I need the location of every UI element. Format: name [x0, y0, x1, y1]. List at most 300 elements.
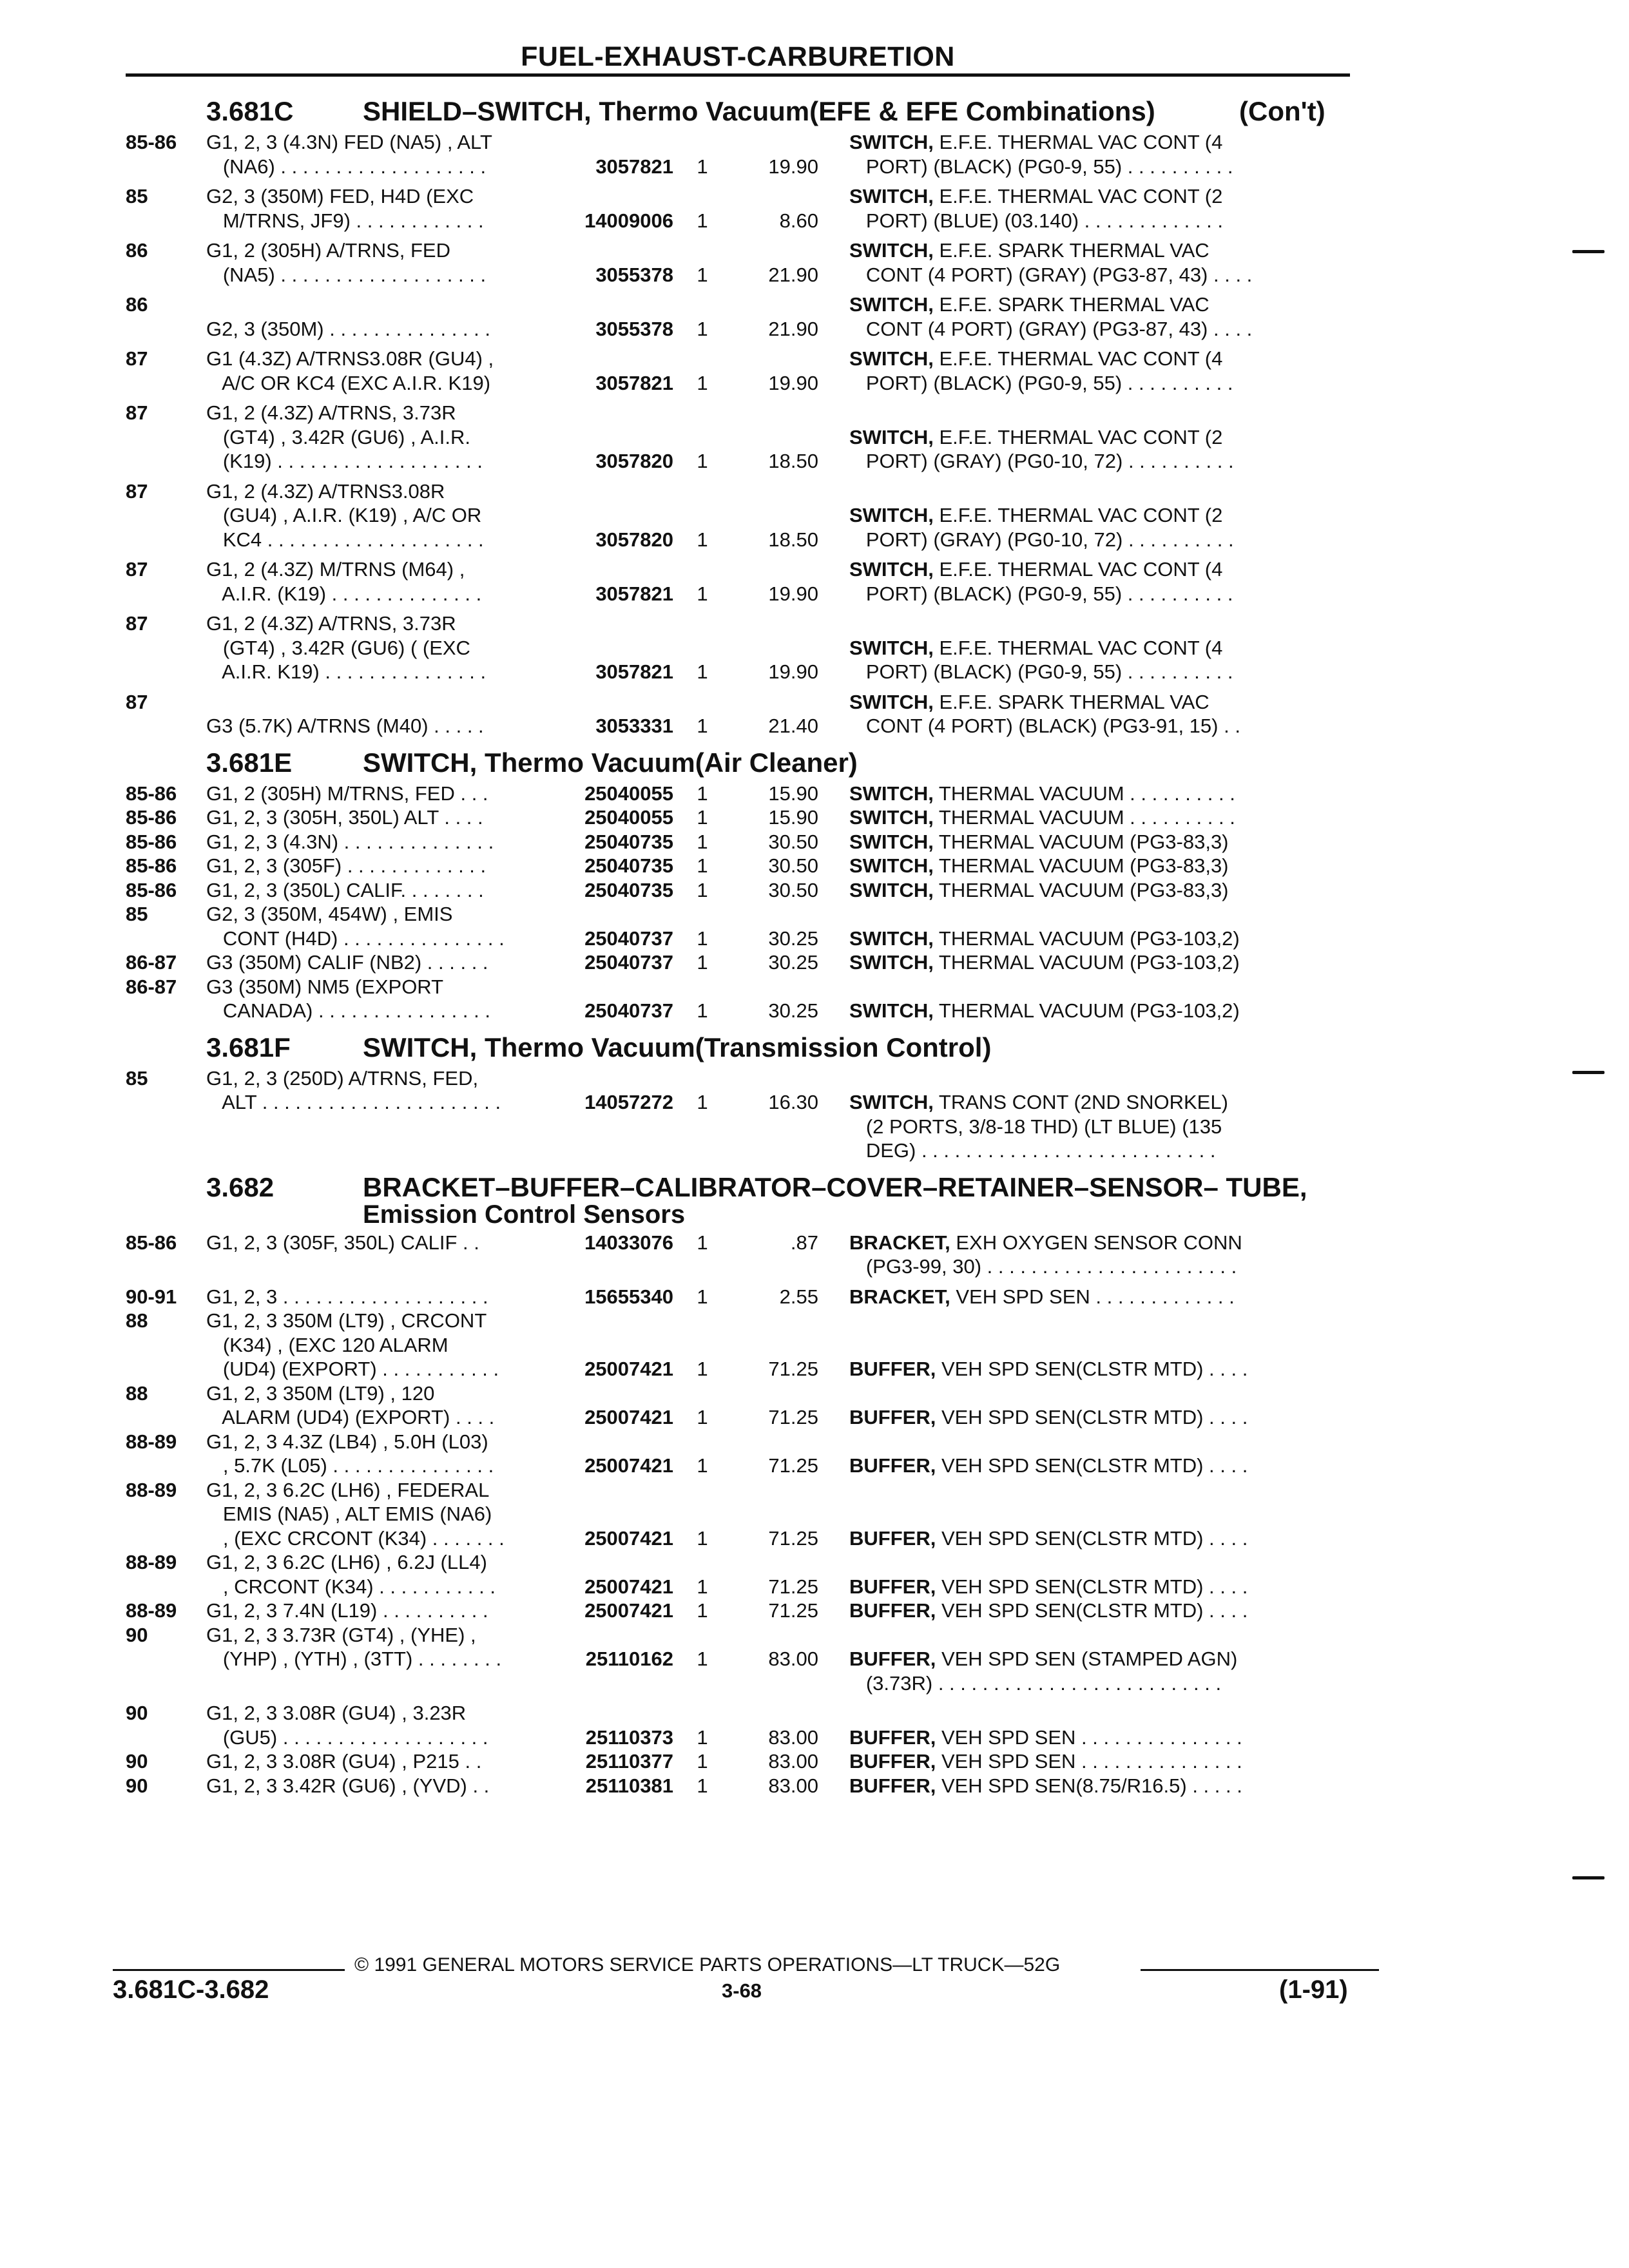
part-number: 25040055: [584, 806, 673, 829]
part-description: [849, 999, 1326, 1023]
model-years: 90-91: [126, 1285, 177, 1308]
part-description: [849, 293, 1326, 341]
model-years: 90: [126, 1750, 148, 1773]
price: 30.25: [768, 927, 818, 950]
quantity: 1: [697, 209, 708, 232]
model-years: 87: [126, 347, 148, 370]
page-header: [126, 40, 1350, 77]
part-description: [849, 1575, 1326, 1599]
part-description: [849, 130, 1326, 178]
price: 19.90: [768, 155, 818, 178]
part-description: [849, 927, 1326, 951]
quantity: 1: [697, 371, 708, 394]
price: 83.00: [768, 1648, 818, 1670]
part-description: [849, 503, 1326, 552]
price: 71.25: [768, 1575, 818, 1598]
application-description: G1, 2, 3 3.08R (GU4) , P215 . .: [206, 1750, 482, 1773]
section-number: 3.681C: [206, 96, 294, 126]
model-years: 88: [126, 1309, 148, 1332]
catalog-row: [126, 1285, 1356, 1309]
part-detail: THERMAL VACUUM (PG3-83,3): [933, 830, 1229, 853]
quantity: 1: [697, 1406, 708, 1428]
section-heading: [126, 1169, 1356, 1231]
application-description: G1, 2 (4.3Z) A/TRNS, 3.73R (GT4) , 3.42R (GU6) ( (EXC A.I.R. K19) . . . . . . . . . . . . . . .: [206, 612, 487, 683]
part-description: [849, 805, 1326, 830]
part-description: [849, 782, 1326, 806]
application-description: G1, 2, 3 (305H, 350L) ALT . . . .: [206, 806, 483, 829]
section-title: SHIELD–SWITCH, Thermo Vacuum(EFE & EFE Combinations): [363, 96, 1155, 126]
section-heading: [126, 1029, 1356, 1066]
quantity: 1: [697, 450, 708, 472]
application-description: G1 (4.3Z) A/TRNS3.08R (GU4) , A/C OR KC4 (EXC A.I.R. K19): [206, 347, 494, 394]
application-description: G1, 2, 3 (250D) A/TRNS, FED, ALT . . . . . . . . . . . . . . . . . . . . . .: [206, 1066, 501, 1113]
section-number: 3.681F: [206, 1032, 291, 1062]
part-number: 3055378: [595, 263, 673, 286]
part-detail: E.F.E. SPARK THERMAL VAC CONT (4 PORT) (BLACK) (PG3-91, 15) . .: [865, 690, 1240, 737]
part-detail: E.F.E. SPARK THERMAL VAC CONT (4 PORT) (GRAY) (PG3-87, 43) . . . .: [865, 293, 1253, 340]
part-detail: E.F.E. THERMAL VAC CONT (4 PORT) (BLACK) (PG0-9, 55) . . . . . . . . . .: [865, 558, 1233, 605]
model-years: 85-86: [126, 806, 177, 829]
model-years: 88-89: [126, 1430, 177, 1453]
catalog-row: [126, 1774, 1356, 1798]
price: 19.90: [768, 371, 818, 394]
model-years: 90: [126, 1774, 148, 1797]
model-years: 85: [126, 185, 148, 207]
catalog-row: [126, 557, 1356, 606]
part-detail: E.F.E. THERMAL VAC CONT (2 PORT) (GRAY) (PG0-10, 72) . . . . . . . . . .: [865, 425, 1234, 472]
part-description: [849, 1749, 1326, 1774]
part-number: 15655340: [584, 1285, 673, 1308]
part-name: SWITCH,: [849, 830, 934, 853]
part-description: [849, 1647, 1326, 1695]
part-number: 25007421: [584, 1406, 673, 1428]
part-description: [849, 184, 1326, 233]
part-name: BUFFER,: [849, 1358, 936, 1380]
price: 18.50: [768, 528, 818, 551]
model-years: 85-86: [126, 878, 177, 901]
catalog-row: [126, 1381, 1356, 1430]
catalog-row: [126, 1231, 1356, 1279]
quantity: 1: [697, 1526, 708, 1550]
part-name: SWITCH,: [849, 293, 934, 316]
footer-date: (1-91): [1279, 1975, 1348, 2004]
quantity: 1: [697, 1358, 708, 1380]
part-description: [849, 1454, 1326, 1478]
parts-catalog-content: [126, 89, 1356, 1803]
catalog-row: [126, 238, 1356, 287]
price: 19.90: [768, 660, 818, 683]
price: 21.40: [768, 715, 818, 737]
catalog-row: [126, 805, 1356, 830]
quantity: 1: [697, 878, 708, 901]
application-description: G1, 2, 3 350M (LT9) , CRCONT (K34) , (EXC 120 ALARM (UD4) (EXPORT) . . . . . . . . . . .: [206, 1309, 499, 1380]
edge-mark: [1572, 1071, 1605, 1074]
part-number: 25007421: [584, 1454, 673, 1477]
catalog-row: [126, 690, 1356, 738]
part-detail: E.F.E. THERMAL VAC CONT (4 PORT) (BLACK) (PG0-9, 55) . . . . . . . . . .: [865, 347, 1233, 394]
quantity: 1: [697, 660, 708, 683]
quantity: 1: [697, 1599, 708, 1622]
model-years: 86-87: [126, 951, 177, 974]
footer-rule-left: [113, 1969, 345, 1971]
catalog-row: [126, 830, 1356, 854]
quantity: 1: [697, 1774, 708, 1797]
part-detail: VEH SPD SEN (STAMPED AGN) (3.73R) . . . . . . . . . . . . . . . . . . . . . . . . . .: [865, 1648, 1238, 1695]
catalog-row: [126, 878, 1356, 903]
catalog-row: [126, 1478, 1356, 1551]
price: 21.90: [768, 317, 818, 340]
part-description: [849, 1357, 1326, 1381]
part-name: BUFFER,: [849, 1725, 936, 1749]
application-description: G1, 2, 3 4.3Z (LB4) , 5.0H (L03) , 5.7K (L05) . . . . . . . . . . . . . . .: [206, 1430, 494, 1477]
quantity: 1: [697, 782, 708, 805]
price: 71.25: [768, 1526, 818, 1550]
price: 83.00: [768, 1725, 818, 1749]
application-description: G1, 2, 3 3.73R (GT4) , (YHE) , (YHP) , (YTH) , (3TT) . . . . . . . .: [206, 1623, 502, 1670]
catalog-row: [126, 184, 1356, 233]
model-years: 90: [126, 1702, 148, 1724]
part-number: 25110162: [585, 1648, 673, 1670]
catalog-row: [126, 1749, 1356, 1774]
model-years: 85-86: [126, 854, 177, 877]
model-years: 85-86: [126, 830, 177, 853]
part-detail: VEH SPD SEN . . . . . . . . . . . . . . .: [936, 1725, 1242, 1749]
part-detail: VEH SPD SEN(CLSTR MTD) . . . .: [936, 1454, 1248, 1477]
part-description: [849, 1725, 1326, 1750]
part-detail: THERMAL VACUUM (PG3-103,2): [933, 927, 1240, 950]
model-years: 85: [126, 903, 148, 925]
model-years: 85-86: [126, 1231, 177, 1254]
part-detail: EXH OXYGEN SENSOR CONN (PG3-99, 30) . . . . . . . . . . . . . . . . . . . . . . .: [865, 1231, 1242, 1278]
part-detail: VEH SPD SEN(CLSTR MTD) . . . .: [936, 1575, 1248, 1598]
price: 83.00: [768, 1750, 818, 1773]
part-number: 25040737: [584, 951, 673, 974]
part-detail: TRANS CONT (2ND SNORKEL) (2 PORTS, 3/8-18 THD) (LT BLUE) (135 DEG) . . . . . . . . . . . . . . . . . . . . . . . . . . .: [865, 1091, 1228, 1162]
application-description: G2, 3 (350M, 454W) , EMIS CONT (H4D) . . . . . . . . . . . . . . .: [206, 903, 505, 950]
price: 30.50: [768, 878, 818, 901]
application-description: G1, 2, 3 7.4N (L19) . . . . . . . . . .: [206, 1599, 488, 1622]
part-number: 3053331: [595, 715, 673, 737]
section-title: BRACKET–BUFFER–CALIBRATOR–COVER–RETAINER–SENSOR– TUBE,: [363, 1171, 1307, 1202]
part-detail: E.F.E. THERMAL VAC CONT (2 PORT) (GRAY) (PG0-10, 72) . . . . . . . . . .: [865, 504, 1234, 551]
price: 8.60: [779, 209, 818, 232]
section-heading: [126, 93, 1356, 130]
application-description: G1, 2, 3 350M (LT9) , 120 ALARM (UD4) (EXPORT) . . . .: [206, 1381, 495, 1428]
model-years: 88-89: [126, 1599, 177, 1622]
price: 16.30: [768, 1091, 818, 1113]
part-description: [849, 636, 1326, 684]
section-continued: (Con't): [1239, 96, 1325, 126]
part-name: SWITCH,: [849, 239, 934, 262]
application-description: G1, 2 (4.3Z) A/TRNS3.08R (GU4) , A.I.R. (K19) , A/C OR KC4 . . . . . . . . . . . . . . . . . . . .: [206, 479, 484, 551]
part-name: BUFFER,: [849, 1750, 936, 1773]
quantity: 1: [697, 1575, 708, 1598]
footer-section-range: 3.681C-3.682: [113, 1975, 269, 2004]
page-title: FUEL-EXHAUST-CARBURETION: [521, 41, 955, 72]
part-number: 25007421: [584, 1599, 673, 1622]
part-number: 3055378: [595, 317, 673, 340]
catalog-row: [126, 1430, 1356, 1478]
application-description: G1, 2, 3 . . . . . . . . . . . . . . . . . . .: [206, 1285, 488, 1308]
part-description: [849, 1526, 1326, 1551]
application-description: G1, 2, 3 (350L) CALIF. . . . . . . .: [206, 878, 484, 901]
model-years: 87: [126, 479, 148, 503]
part-description: [849, 950, 1326, 975]
price: 15.90: [768, 782, 818, 805]
quantity: 1: [697, 927, 708, 950]
part-number: 25040055: [584, 782, 673, 805]
catalog-row: [126, 479, 1356, 552]
part-name: BUFFER,: [849, 1526, 936, 1550]
part-detail: VEH SPD SEN(CLSTR MTD) . . . .: [936, 1526, 1248, 1550]
model-years: 86: [126, 239, 148, 262]
section-number: 3.681E: [206, 747, 293, 778]
part-number: 25040735: [584, 854, 673, 877]
part-detail: VEH SPD SEN(8.75/R16.5) . . . . .: [936, 1774, 1242, 1797]
application-description: G1, 2 (4.3Z) M/TRNS (M64) , A.I.R. (K19) . . . . . . . . . . . . . .: [206, 558, 482, 605]
quantity: 1: [697, 263, 708, 286]
part-detail: E.F.E. THERMAL VAC CONT (4 PORT) (BLACK) (PG0-9, 55) . . . . . . . . . .: [865, 131, 1233, 178]
part-detail: THERMAL VACUUM . . . . . . . . . .: [933, 782, 1235, 805]
model-years: 88: [126, 1381, 148, 1405]
part-detail: VEH SPD SEN . . . . . . . . . . . . .: [950, 1285, 1235, 1308]
part-name: BUFFER,: [849, 1648, 936, 1670]
part-description: [849, 347, 1326, 395]
quantity: 1: [697, 715, 708, 737]
part-description: [849, 1231, 1326, 1279]
part-name: SWITCH,: [849, 806, 934, 829]
price: 30.25: [768, 951, 818, 974]
footer-rule-right: [1141, 1969, 1379, 1971]
part-number: 3057821: [595, 582, 673, 605]
quantity: 1: [697, 1231, 708, 1254]
application-description: G1, 2, 3 (305F, 350L) CALIF . .: [206, 1231, 479, 1254]
part-number: 25040735: [584, 878, 673, 901]
price: 83.00: [768, 1774, 818, 1797]
part-number: 3057821: [595, 371, 673, 394]
part-description: [849, 238, 1326, 287]
model-years: 86-87: [126, 975, 177, 998]
part-name: BUFFER,: [849, 1454, 936, 1477]
part-name: SWITCH,: [849, 558, 934, 581]
quantity: 1: [697, 1285, 708, 1308]
part-number: 14033076: [584, 1231, 673, 1254]
application-description: G1, 2 (305H) A/TRNS, FED (NA5) . . . . . . . . . . . . . . . . . . .: [206, 239, 487, 286]
part-detail: THERMAL VACUUM . . . . . . . . . .: [933, 806, 1235, 829]
quantity: 1: [697, 999, 708, 1022]
part-description: [849, 1090, 1326, 1163]
part-detail: VEH SPD SEN(CLSTR MTD) . . . .: [936, 1599, 1248, 1622]
quantity: 1: [697, 806, 708, 829]
part-description: [849, 1599, 1326, 1623]
part-name: SWITCH,: [849, 690, 934, 713]
part-detail: VEH SPD SEN(CLSTR MTD) . . . .: [936, 1358, 1248, 1380]
application-description: G2, 3 (350M) FED, H4D (EXC M/TRNS, JF9) . . . . . . . . . . . .: [206, 185, 484, 232]
price: 21.90: [768, 263, 818, 286]
catalog-row: [126, 130, 1356, 178]
part-name: SWITCH,: [849, 185, 934, 207]
application-description: G1, 2, 3 3.42R (GU6) , (YVD) . .: [206, 1774, 490, 1797]
part-detail: E.F.E. THERMAL VAC CONT (4 PORT) (BLACK) (PG0-9, 55) . . . . . . . . . .: [865, 636, 1233, 683]
catalog-row: [126, 401, 1356, 474]
model-years: 85-86: [126, 782, 177, 805]
quantity: 1: [697, 951, 708, 974]
application-description: G2, 3 (350M) . . . . . . . . . . . . . . .: [206, 317, 491, 340]
quantity: 1: [697, 1454, 708, 1477]
quantity: 1: [697, 854, 708, 877]
part-description: [849, 557, 1326, 606]
catalog-row: [126, 1623, 1356, 1696]
application-description: G3 (350M) CALIF (NB2) . . . . . .: [206, 951, 488, 974]
part-name: SWITCH,: [849, 782, 934, 805]
part-name: SWITCH,: [849, 1091, 934, 1113]
part-detail: THERMAL VACUUM (PG3-83,3): [933, 878, 1229, 901]
application-description: G3 (350M) NM5 (EXPORT CANADA) . . . . . . . . . . . . . . . .: [206, 975, 490, 1022]
catalog-row: [126, 854, 1356, 878]
application-description: G1, 2, 3 3.08R (GU4) , 3.23R (GU5) . . . . . . . . . . . . . . . . . . .: [206, 1702, 488, 1749]
part-number: 25007421: [584, 1358, 673, 1380]
part-name: BUFFER,: [849, 1406, 936, 1428]
catalog-row: [126, 1599, 1356, 1623]
part-name: SWITCH,: [849, 951, 934, 974]
part-description: [849, 1285, 1326, 1309]
part-name: BRACKET,: [849, 1231, 950, 1254]
part-description: [849, 690, 1326, 738]
part-detail: E.F.E. SPARK THERMAL VAC CONT (4 PORT) (GRAY) (PG3-87, 43) . . . .: [865, 239, 1253, 286]
catalog-row: [126, 950, 1356, 975]
price: 71.25: [768, 1454, 818, 1477]
section-subtitle: Emission Control Sensors: [363, 1200, 686, 1229]
price: 2.55: [779, 1285, 818, 1308]
part-name: SWITCH,: [849, 504, 934, 526]
part-name: SWITCH,: [849, 927, 934, 950]
part-description: [849, 425, 1326, 474]
catalog-row: [126, 902, 1356, 950]
part-detail: THERMAL VACUUM (PG3-83,3): [933, 854, 1229, 877]
part-number: 25110381: [585, 1774, 673, 1797]
part-description: [849, 830, 1326, 854]
model-years: 85-86: [126, 131, 177, 153]
price: 18.50: [768, 450, 818, 472]
application-description: G1, 2, 3 (4.3N) . . . . . . . . . . . . . .: [206, 830, 494, 853]
part-name: SWITCH,: [849, 636, 934, 659]
part-description: [849, 1405, 1326, 1430]
part-name: SWITCH,: [849, 347, 934, 370]
catalog-row: [126, 1066, 1356, 1163]
part-number: 3057820: [595, 450, 673, 472]
model-years: 85: [126, 1066, 148, 1090]
model-years: 88-89: [126, 1478, 177, 1501]
part-name: SWITCH,: [849, 878, 934, 901]
model-years: 87: [126, 558, 148, 581]
model-years: 88-89: [126, 1551, 177, 1573]
catalog-row: [126, 1701, 1356, 1749]
part-name: SWITCH,: [849, 999, 934, 1022]
quantity: 1: [697, 830, 708, 853]
quantity: 1: [697, 1648, 708, 1670]
price: 71.25: [768, 1406, 818, 1428]
section-number: 3.682: [206, 1171, 275, 1202]
part-name: BUFFER,: [849, 1774, 936, 1797]
edge-mark: [1572, 250, 1605, 253]
part-name: SWITCH,: [849, 854, 934, 877]
price: 15.90: [768, 806, 818, 829]
catalog-row: [126, 293, 1356, 341]
part-name: SWITCH,: [849, 425, 934, 448]
part-number: 14057272: [584, 1091, 673, 1113]
price: 71.25: [768, 1358, 818, 1380]
quantity: 1: [697, 317, 708, 340]
part-number: 3057821: [595, 155, 673, 178]
part-detail: VEH SPD SEN . . . . . . . . . . . . . . .: [936, 1750, 1242, 1773]
part-name: SWITCH,: [849, 131, 934, 153]
part-number: 3057820: [595, 528, 673, 551]
footer-page-number: 3-68: [722, 1979, 762, 2002]
price: 19.90: [768, 582, 818, 605]
application-description: G1, 2, 3 (4.3N) FED (NA5) , ALT (NA6) . . . . . . . . . . . . . . . . . . .: [206, 131, 492, 178]
quantity: 1: [697, 528, 708, 551]
part-description: [849, 854, 1326, 878]
part-name: BRACKET,: [849, 1285, 950, 1308]
quantity: 1: [697, 155, 708, 178]
part-description: [849, 878, 1326, 903]
section-title: SWITCH, Thermo Vacuum(Air Cleaner): [363, 747, 858, 778]
part-number: 25110373: [585, 1725, 673, 1749]
price: .87: [790, 1231, 818, 1254]
part-detail: E.F.E. THERMAL VAC CONT (2 PORT) (BLUE) (03.140) . . . . . . . . . . . . .: [865, 185, 1223, 232]
part-number: 25040737: [584, 927, 673, 950]
part-detail: VEH SPD SEN(CLSTR MTD) . . . .: [936, 1406, 1248, 1428]
part-number: 25007421: [584, 1526, 673, 1550]
part-detail: THERMAL VACUUM (PG3-103,2): [933, 951, 1240, 974]
part-number: 25007421: [584, 1575, 673, 1598]
model-years: 86: [126, 293, 148, 316]
model-years: 87: [126, 612, 148, 635]
section-heading: [126, 744, 1356, 782]
edge-mark: [1572, 1876, 1605, 1879]
model-years: 87: [126, 690, 148, 713]
price: 71.25: [768, 1599, 818, 1622]
catalog-row: [126, 611, 1356, 684]
catalog-row: [126, 347, 1356, 395]
section-title: SWITCH, Thermo Vacuum(Transmission Control): [363, 1032, 992, 1062]
catalog-row: [126, 1550, 1356, 1599]
part-name: BUFFER,: [849, 1599, 936, 1622]
quantity: 1: [697, 1750, 708, 1773]
part-number: 25110377: [585, 1750, 673, 1773]
quantity: 1: [697, 582, 708, 605]
quantity: 1: [697, 1725, 708, 1749]
application-description: G1, 2, 3 6.2C (LH6) , FEDERAL EMIS (NA5) , ALT EMIS (NA6) , (EXC CRCONT (K34) . . . . . . .: [206, 1478, 505, 1550]
price: 30.50: [768, 830, 818, 853]
model-years: 87: [126, 401, 148, 424]
catalog-row: [126, 782, 1356, 806]
application-description: G1, 2, 3 6.2C (LH6) , 6.2J (LL4) , CRCONT (K34) . . . . . . . . . . .: [206, 1551, 496, 1598]
part-name: BUFFER,: [849, 1575, 936, 1598]
part-detail: THERMAL VACUUM (PG3-103,2): [933, 999, 1240, 1022]
part-number: 25040735: [584, 830, 673, 853]
application-description: G1, 2 (4.3Z) A/TRNS, 3.73R (GT4) , 3.42R (GU6) , A.I.R. (K19) . . . . . . . . . . . . . . . . . . .: [206, 401, 483, 472]
catalog-row: [126, 1309, 1356, 1381]
model-years: 90: [126, 1623, 148, 1646]
part-number: 25040737: [584, 999, 673, 1022]
part-number: 3057821: [595, 660, 673, 683]
part-number: 14009006: [584, 209, 673, 232]
footer-copyright: © 1991 GENERAL MOTORS SERVICE PARTS OPERATIONS—LT TRUCK—52G: [354, 1954, 1061, 1975]
part-description: [849, 1774, 1326, 1798]
price: 30.50: [768, 854, 818, 877]
quantity: 1: [697, 1091, 708, 1113]
